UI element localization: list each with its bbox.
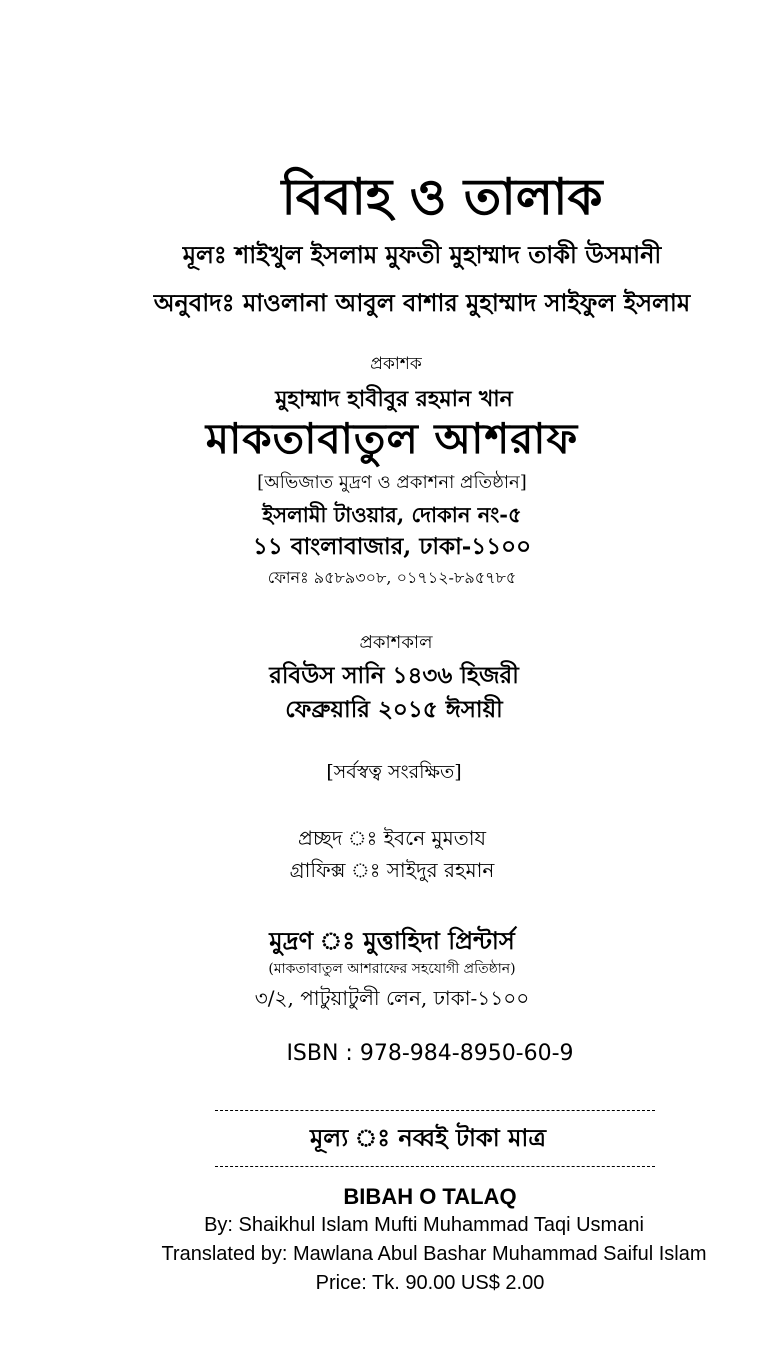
publication-label: প্রকাশকাল (359, 632, 433, 653)
english-author: By: Shaikhul Islam Mufti Muhammad Taqi Usmani (204, 1214, 644, 1236)
publication-hijri-date: রবিউস সানি ১৪৩৬ হিজরী (269, 662, 519, 689)
publisher-label: প্রকাশক (370, 354, 422, 374)
graphics-credit: গ্রাফিক্স ঃ সাইদুর রহমান (289, 858, 495, 882)
book-title: বিবাহ ও তালাক (281, 167, 603, 226)
printer-address: ৩/২, পাটুয়াটুলী লেন, ঢাকা-১১০০ (254, 986, 530, 1010)
price-bengali: মূল্য ঃ নব্বই টাকা মাত্র (309, 1123, 546, 1152)
divider-top (215, 1110, 655, 1111)
publisher-person: মুহাম্মাদ হাবীবুর রহমান খান (275, 386, 513, 412)
author-line: মূলঃ শাইখুল ইসলাম মুফতী মুহাম্মাদ তাকী উসমানী (182, 240, 662, 269)
divider-bottom (215, 1166, 655, 1167)
publisher-house: মাকতাবাতুল আশরাফ (205, 414, 579, 463)
english-translator: Translated by: Mawlana Abul Bashar Muhammad Saiful Islam (161, 1243, 707, 1265)
rights-notice: [সর্বস্বত্ব সংরক্ষিত] (326, 761, 462, 783)
publisher-phone: ফোনঃ ৯৫৮৯৩০৮, ০১৭১২-৮৯৫৭৮৫ (267, 568, 517, 587)
cover-credit: প্রচ্ছদ ঃ ইবনে মুমতায (297, 826, 487, 850)
publisher-description: [অভিজাত মুদ্রণ ও প্রকাশনা প্রতিষ্ঠান] (257, 472, 527, 493)
printer-note: (মাকতাবাতুল আশরাফের সহযোগী প্রতিষ্ঠান) (268, 961, 516, 977)
isbn: ISBN : 978-984-8950-60-9 (286, 1041, 574, 1066)
english-price: Price: Tk. 90.00 US$ 2.00 (315, 1272, 545, 1294)
printer-name: মুদ্রণ ঃ মুত্তাহিদা প্রিন্টার্স (269, 926, 515, 955)
translator-line: অনুবাদঃ মাওলানা আবুল বাশার মুহাম্মাদ সাইফুল ইসলাম (153, 288, 691, 317)
publication-gregorian-date: ফেব্রুয়ারি ২০১৫ ঈসায়ী (285, 696, 503, 723)
publisher-address-line1: ইসলামী টাওয়ার, দোকান নং-৫ (262, 502, 522, 527)
english-title: BIBAH O TALAQ (343, 1184, 517, 1209)
publisher-address-line2: ১১ বাংলাবাজার, ঢাকা-১১০০ (252, 533, 532, 560)
